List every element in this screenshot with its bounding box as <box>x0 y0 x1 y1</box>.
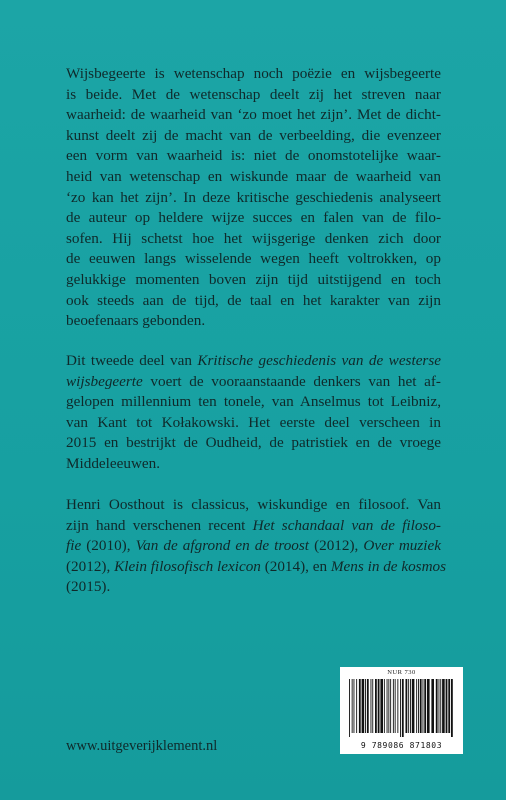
barcode-label <box>340 667 463 754</box>
publisher-website: www.uitgeverijklement.nl <box>66 738 218 754</box>
p2-line-6: Middeleeuwen. <box>66 454 161 472</box>
p1-line-5: een vorm van waarheid is: niet de onomstotelijke waar- <box>66 147 441 165</box>
book-title: Mens in de kosmos <box>330 557 447 575</box>
p2-line-2 <box>66 372 441 393</box>
p1-line-11: gelukkige momenten boven zijn tijd uitstijgend en toch <box>66 270 441 288</box>
p1-line-9: sofen. Hij schetst hoe het wijsgerige denken zich door <box>66 229 441 247</box>
p3-line-4 <box>66 557 447 578</box>
p2-line-1 <box>66 351 441 372</box>
p1-line-8: de auteur op heldere wijze succes en falen van de filo- <box>66 209 441 227</box>
p3-line-2 <box>66 516 441 537</box>
book-title: Het schandaal van de filoso- <box>252 516 441 534</box>
p3-line-5: (2015). <box>66 578 111 596</box>
p2-text: Dit tweede deel van <box>66 352 198 369</box>
p3-text: (2010), <box>81 537 136 555</box>
p3-line-1: Henri Oosthout is classicus, wiskundige en filosoof. Van <box>66 496 441 513</box>
p2-line-5: 2015 en bestrijkt de Oudheid, de patristiek en de vroege <box>66 434 441 452</box>
p1-line-12: ook steeds aan de tijd, de taal en het karakter van zijn <box>66 291 441 309</box>
p2-line-3: gelopen millennium ten tonele, van Anselmus tot Leibniz, <box>66 393 441 411</box>
p3-text: (2012), <box>309 537 364 555</box>
book-title: Van de afgrond en de troost <box>135 537 310 555</box>
p3-text: zijn hand verschenen recent <box>66 516 253 534</box>
barcode-icon <box>348 679 455 737</box>
p1-line-4: kunst deelt zij de macht van de verbeelding, die evenzeer <box>66 126 441 144</box>
p1-line-2: is beide. Met de wetenschap deelt zij het streven naar <box>66 85 441 103</box>
p1-line-3: waarheid: de waarheid van ‘zo moet het zijn’. Met de dicht- <box>66 106 441 124</box>
book-title-cont: fie <box>66 537 82 555</box>
nur-code: NUR 730 <box>387 669 416 676</box>
author-bio <box>66 495 447 598</box>
p3-text: (2014), en <box>260 557 331 575</box>
p2-text: voert de vooraanstaande denkers van het af- <box>142 372 441 390</box>
book-title: Over muziek <box>363 537 441 555</box>
p1-line-13: beoefenaars gebonden. <box>66 312 206 330</box>
blurb-paragraph-2 <box>66 351 441 475</box>
p3-text: (2012), <box>66 557 115 575</box>
blurb-paragraph-1 <box>66 64 441 332</box>
book-title: Klein filosofisch lexicon <box>114 557 261 575</box>
p1-line-10: de eeuwen langs wisselende wegen heeft voltrokken, op <box>66 250 441 268</box>
p1-line-1: Wijsbegeerte is wetenschap noch poëzie en wijsbegeerte <box>66 65 441 82</box>
p3-line-3 <box>66 536 441 557</box>
series-title-cont: wijsbegeerte <box>66 372 143 390</box>
isbn-number: 9 789086 871803 <box>360 741 443 750</box>
p2-line-4: van Kant tot Kołakowski. Het eerste deel verscheen in <box>66 413 441 431</box>
series-title: Kritische geschiedenis van de westerse <box>197 352 441 369</box>
p1-line-7: ‘zo kan het zijn’. In deze kritische geschiedenis analyseert <box>66 188 441 206</box>
p1-line-6: heid van wetenschap en wiskunde maar de waarheid van <box>66 167 441 185</box>
